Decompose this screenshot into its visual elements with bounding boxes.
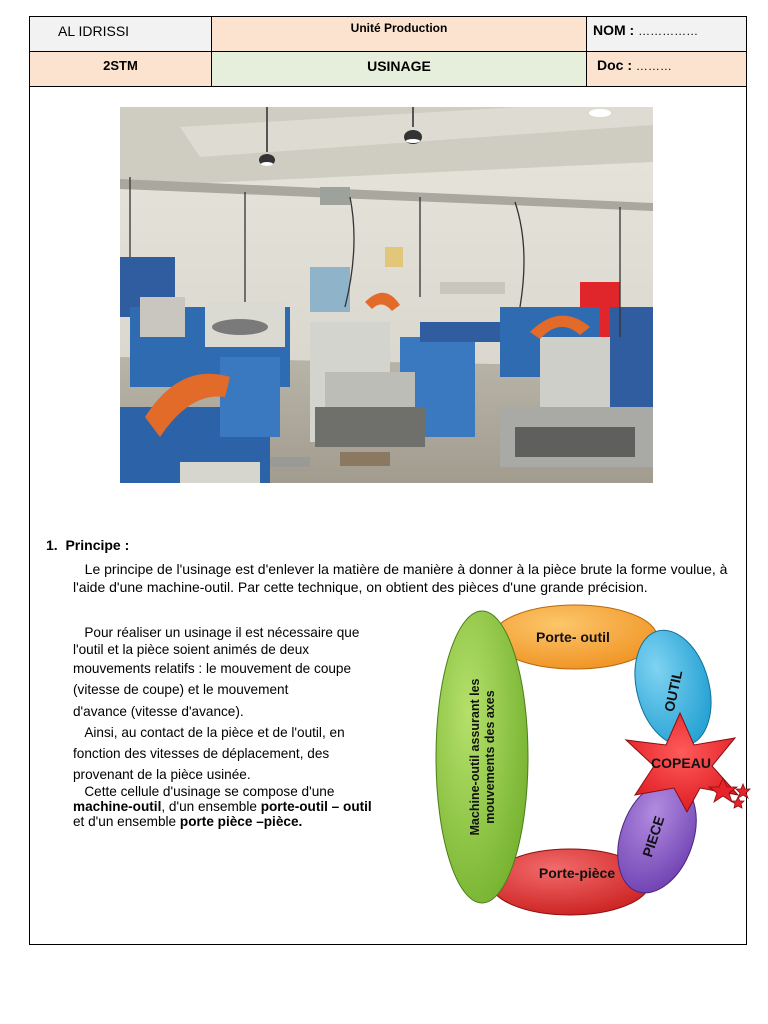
machine-outil-label-line2: mouvements des axes <box>483 690 497 824</box>
porte-outil-node <box>493 605 657 669</box>
text-line <box>73 658 423 679</box>
text-line <box>73 722 423 743</box>
line-6: Ainsi, au contact de la pièce et de l'outil, en <box>84 724 345 740</box>
subject-title: USINAGE <box>367 58 431 74</box>
section-label: Principe : <box>65 537 130 553</box>
line-8: provenant de la pièce usinée. <box>73 767 251 783</box>
piece-label: PIECE <box>639 814 668 859</box>
line-4: (vitesse de coupe) et le mouvement <box>73 682 289 698</box>
class-name: 2STM <box>103 58 138 73</box>
intro-text: Le principe de l'usinage est d'enlever la matière de manière à donner à la pièce brute la forme voulue, à l'aide d'une machine-outil. Par cette technique, on obtient des pièces d'une grande précision. <box>73 561 728 595</box>
line-10-bold-1: machine-outil <box>73 799 162 815</box>
header-table <box>29 16 747 87</box>
line-10-text: , d'un ensemble <box>161 799 261 815</box>
section-number: 1. <box>46 537 58 553</box>
line-1: Pour réaliser un usinage il est nécessaire que <box>84 625 360 640</box>
text-line <box>73 764 423 785</box>
nom-value: …………… <box>638 24 699 38</box>
copeau-label: COPEAU <box>651 755 711 771</box>
subject-cell <box>212 52 587 87</box>
text-line <box>73 799 423 815</box>
line-11-bold: porte pièce –pièce. <box>179 814 303 830</box>
section-title <box>46 537 129 553</box>
line-7: fonction des vitesses de déplacement, des <box>73 746 330 762</box>
text-line <box>73 679 423 700</box>
doc-label: Doc : <box>597 57 632 73</box>
unit-cell <box>212 17 587 52</box>
workshop-photo <box>120 107 653 483</box>
porte-piece-label: Porte-pièce <box>538 865 616 881</box>
machining-cell-diagram <box>430 600 760 920</box>
line-3: mouvements relatifs : le mouvement de coupe <box>73 661 352 677</box>
text-line <box>73 814 423 830</box>
doc-value: ……… <box>635 59 672 73</box>
outil-label: OUTIL <box>660 668 686 714</box>
text-line <box>73 622 423 643</box>
line-9: Cette cellule d'usinage se compose d'une <box>84 784 335 800</box>
line-11-text: et d'un ensemble <box>73 814 180 830</box>
doc-cell <box>587 52 747 87</box>
school-cell <box>30 17 212 52</box>
principle-paragraph <box>73 622 423 830</box>
line-10-bold-2: porte-outil – outil <box>260 799 372 815</box>
nom-label: NOM : <box>593 22 635 38</box>
unit-title: Unité Production <box>350 21 448 35</box>
line-5: d'avance (vitesse d'avance). <box>73 703 244 719</box>
intro-paragraph <box>73 561 733 596</box>
nom-cell <box>587 17 747 52</box>
text-line <box>73 642 423 658</box>
text-line <box>73 743 423 764</box>
school-name: AL IDRISSI <box>58 23 130 39</box>
class-cell <box>30 52 212 87</box>
porte-outil-label: Porte- outil <box>536 629 610 645</box>
machine-outil-label-line1: Machine-outil assurant les <box>468 678 482 836</box>
machine-outil-node <box>436 611 528 903</box>
text-line <box>73 701 423 722</box>
text-line <box>73 784 423 800</box>
line-2: l'outil et la pièce soient animés de deux <box>73 642 310 658</box>
